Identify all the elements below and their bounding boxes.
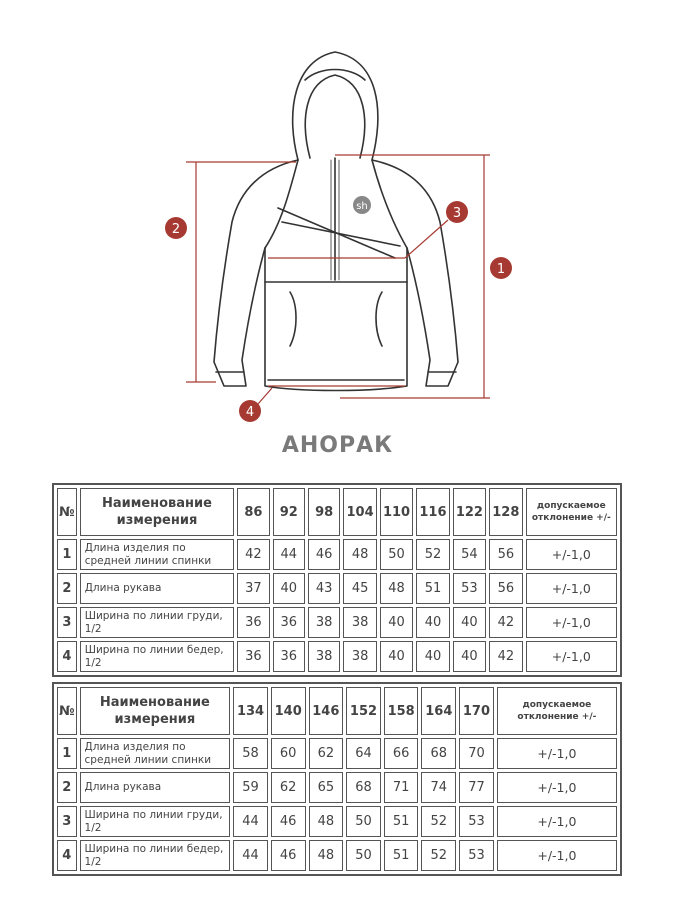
- cell: 56: [489, 573, 522, 604]
- tolerance-cell: +/-1,0: [526, 573, 617, 604]
- cell: 48: [309, 806, 344, 837]
- table-row: [57, 738, 617, 769]
- size-header: 86: [237, 488, 269, 536]
- table-row: [57, 840, 617, 871]
- cell: 56: [489, 539, 522, 570]
- size-header: 152: [346, 687, 381, 735]
- cell: 68: [346, 772, 381, 803]
- cell: 52: [421, 806, 456, 837]
- tolerance-cell: +/-1,0: [526, 539, 617, 570]
- hood-outline: [293, 52, 378, 160]
- svg-text:4: 4: [245, 405, 255, 420]
- cell: 40: [273, 573, 305, 604]
- cell: 40: [453, 607, 486, 638]
- size-header: 128: [489, 488, 522, 536]
- cell: 40: [380, 607, 413, 638]
- tolerance-cell: +/-1,0: [526, 641, 617, 672]
- row-num: 4: [57, 641, 77, 672]
- column-name-header: Наименование измерения: [80, 687, 231, 735]
- size-header: 92: [273, 488, 305, 536]
- table-row: [57, 772, 617, 803]
- size-table-2: [52, 682, 622, 876]
- cell: 44: [233, 806, 268, 837]
- row-num: 2: [57, 573, 77, 604]
- cell: 36: [273, 607, 305, 638]
- cell: 46: [308, 539, 340, 570]
- cell: 38: [308, 641, 340, 672]
- size-header: 164: [421, 687, 456, 735]
- svg-text:1: 1: [496, 262, 506, 277]
- cell: 52: [416, 539, 449, 570]
- cell: 46: [271, 840, 306, 871]
- anorak-technical-drawing: [0, 0, 675, 430]
- tolerance-cell: +/-1,0: [497, 806, 617, 837]
- cell: 38: [343, 641, 376, 672]
- row-num: 4: [57, 840, 77, 871]
- tolerance-header: допускаемое отклонение +/-: [526, 488, 617, 536]
- cell: 42: [237, 539, 269, 570]
- cell: 48: [343, 539, 376, 570]
- size-header: 98: [308, 488, 340, 536]
- row-name: Длина рукава: [80, 573, 234, 604]
- row-name: Ширина по линии бедер, 1/2: [80, 840, 231, 871]
- size-header: 158: [384, 687, 419, 735]
- tolerance-cell: +/-1,0: [497, 840, 617, 871]
- row-num: 3: [57, 607, 77, 638]
- row-num: 1: [57, 539, 77, 570]
- right-sleeve: [372, 160, 458, 386]
- cell: 74: [421, 772, 456, 803]
- marker-4: [239, 400, 261, 422]
- marker-2: [165, 217, 187, 239]
- size-header: 116: [416, 488, 449, 536]
- table-row: [57, 806, 617, 837]
- cell: 38: [308, 607, 340, 638]
- cell: 44: [273, 539, 305, 570]
- cell: 40: [416, 607, 449, 638]
- cell: 44: [233, 840, 268, 871]
- row-num: 3: [57, 806, 77, 837]
- cell: 43: [308, 573, 340, 604]
- table-row: [57, 573, 617, 604]
- table-row: [57, 539, 617, 570]
- svg-text:3: 3: [452, 206, 462, 221]
- size-header: 122: [453, 488, 486, 536]
- cell: 36: [237, 607, 269, 638]
- tolerance-header: допускаемое отклонение +/-: [497, 687, 617, 735]
- cell: 46: [271, 806, 306, 837]
- table-header-row: [57, 488, 617, 536]
- cell: 64: [346, 738, 381, 769]
- cell: 51: [384, 806, 419, 837]
- table-row: [57, 607, 617, 638]
- left-sleeve: [214, 160, 298, 386]
- size-header: 170: [459, 687, 494, 735]
- size-table-1: [52, 483, 622, 677]
- row-name: Длина изделия по средней линии спинки: [80, 738, 231, 769]
- cell: 62: [271, 772, 306, 803]
- hood-inner: [305, 75, 364, 158]
- cell: 65: [309, 772, 344, 803]
- right-pocket: [376, 292, 382, 346]
- cell: 36: [237, 641, 269, 672]
- size-header: 146: [309, 687, 344, 735]
- size-header: 134: [233, 687, 268, 735]
- logo-text: sh: [356, 201, 368, 212]
- cell: 53: [459, 840, 494, 871]
- cell: 42: [489, 607, 522, 638]
- cell: 71: [384, 772, 419, 803]
- row-name: Ширина по линии бедер, 1/2: [80, 641, 234, 672]
- tolerance-cell: +/-1,0: [526, 607, 617, 638]
- size-header: 104: [343, 488, 376, 536]
- size-header: 110: [380, 488, 413, 536]
- cell: 52: [421, 840, 456, 871]
- cell: 40: [416, 641, 449, 672]
- marker-3: [446, 201, 468, 223]
- svg-text:2: 2: [171, 222, 181, 237]
- cell: 37: [237, 573, 269, 604]
- cell: 59: [233, 772, 268, 803]
- cell: 48: [380, 573, 413, 604]
- cell: 68: [421, 738, 456, 769]
- cell: 54: [453, 539, 486, 570]
- column-name-header: Наименование измерения: [80, 488, 234, 536]
- cell: 70: [459, 738, 494, 769]
- cell: 36: [273, 641, 305, 672]
- row-name: Ширина по линии груди, 1/2: [80, 806, 231, 837]
- cell: 40: [453, 641, 486, 672]
- table-header-row: [57, 687, 617, 735]
- cell: 42: [489, 641, 522, 672]
- cell: 58: [233, 738, 268, 769]
- cell: 77: [459, 772, 494, 803]
- cell: 50: [346, 840, 381, 871]
- marker-1: [490, 257, 512, 279]
- cell: 38: [343, 607, 376, 638]
- cell: 50: [346, 806, 381, 837]
- cell: 40: [380, 641, 413, 672]
- page-title: АНОРАК: [281, 433, 394, 458]
- row-num: 1: [57, 738, 77, 769]
- row-name: Длина изделия по средней линии спинки: [80, 539, 234, 570]
- body-outline: [265, 248, 407, 391]
- cell: 53: [459, 806, 494, 837]
- column-num-header: №: [57, 687, 77, 735]
- size-header: 140: [271, 687, 306, 735]
- column-num-header: №: [57, 488, 77, 536]
- cell: 66: [384, 738, 419, 769]
- row-num: 2: [57, 772, 77, 803]
- cell: 51: [416, 573, 449, 604]
- left-pocket: [290, 292, 296, 346]
- row-name: Ширина по линии груди, 1/2: [80, 607, 234, 638]
- cell: 53: [453, 573, 486, 604]
- tolerance-cell: +/-1,0: [497, 738, 617, 769]
- table-row: [57, 641, 617, 672]
- cell: 51: [384, 840, 419, 871]
- cell: 50: [380, 539, 413, 570]
- cell: 48: [309, 840, 344, 871]
- tolerance-cell: +/-1,0: [497, 772, 617, 803]
- row-name: Длина рукава: [80, 772, 231, 803]
- cell: 60: [271, 738, 306, 769]
- cell: 45: [343, 573, 376, 604]
- cell: 62: [309, 738, 344, 769]
